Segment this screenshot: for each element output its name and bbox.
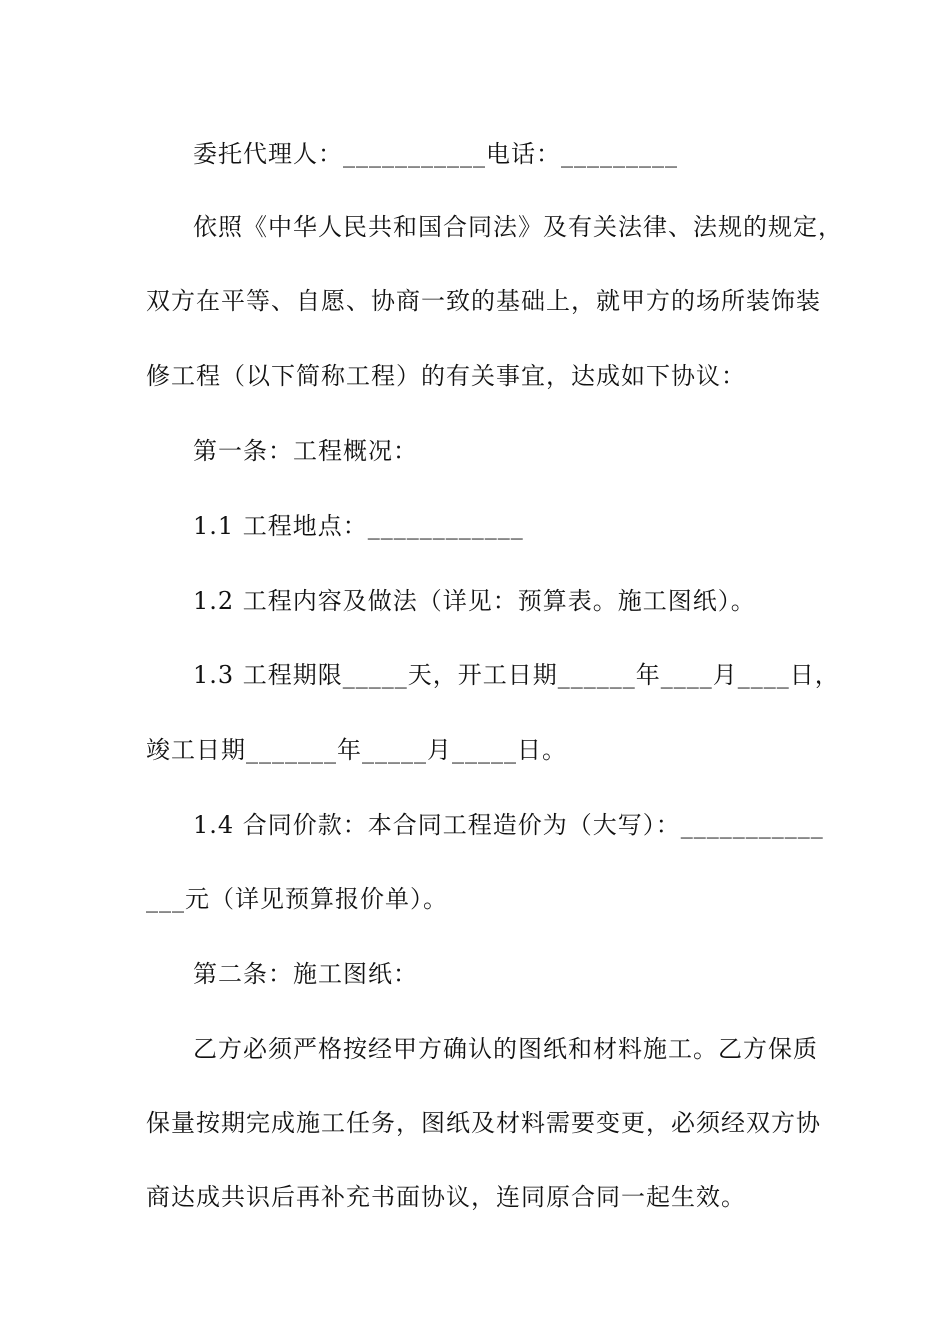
clause-1-4-line-2: ___元（详见预算报价单）。 (146, 885, 448, 913)
article-2-heading: 第二条：施工图纸： (193, 960, 418, 988)
intro-paragraph-line-3: 修工程（以下简称工程）的有关事宜，达成如下协议： (146, 362, 746, 390)
intro-paragraph-line-1: 依照《中华人民共和国合同法》及有关法律、法规的规定， (193, 213, 843, 241)
agent-phone-line: 委托代理人：___________电话：_________ (193, 140, 678, 168)
clause-1-2: 1.2 工程内容及做法（详见：预算表。施工图纸）。 (193, 587, 756, 615)
article-2-paragraph-line-3: 商达成共识后再补充书面协议，连同原合同一起生效。 (146, 1183, 746, 1211)
clause-1-1: 1.1 工程地点：____________ (193, 512, 524, 540)
article-2-paragraph-line-1: 乙方必须严格按经甲方确认的图纸和材料施工。乙方保质 (193, 1035, 818, 1063)
clause-1-3-line-2: 竣工日期_______年_____月_____日。 (146, 736, 567, 764)
article-1-heading: 第一条：工程概况： (193, 437, 418, 465)
clause-1-3-line-1: 1.3 工程期限_____天，开工日期______年____月____日， (193, 661, 840, 689)
intro-paragraph-line-2: 双方在平等、自愿、协商一致的基础上，就甲方的场所装饰装 (146, 287, 821, 315)
clause-1-4-line-1: 1.4 合同价款：本合同工程造价为（大写）：___________ (193, 811, 824, 839)
article-2-paragraph-line-2: 保量按期完成施工任务，图纸及材料需要变更，必须经双方协 (146, 1109, 821, 1137)
